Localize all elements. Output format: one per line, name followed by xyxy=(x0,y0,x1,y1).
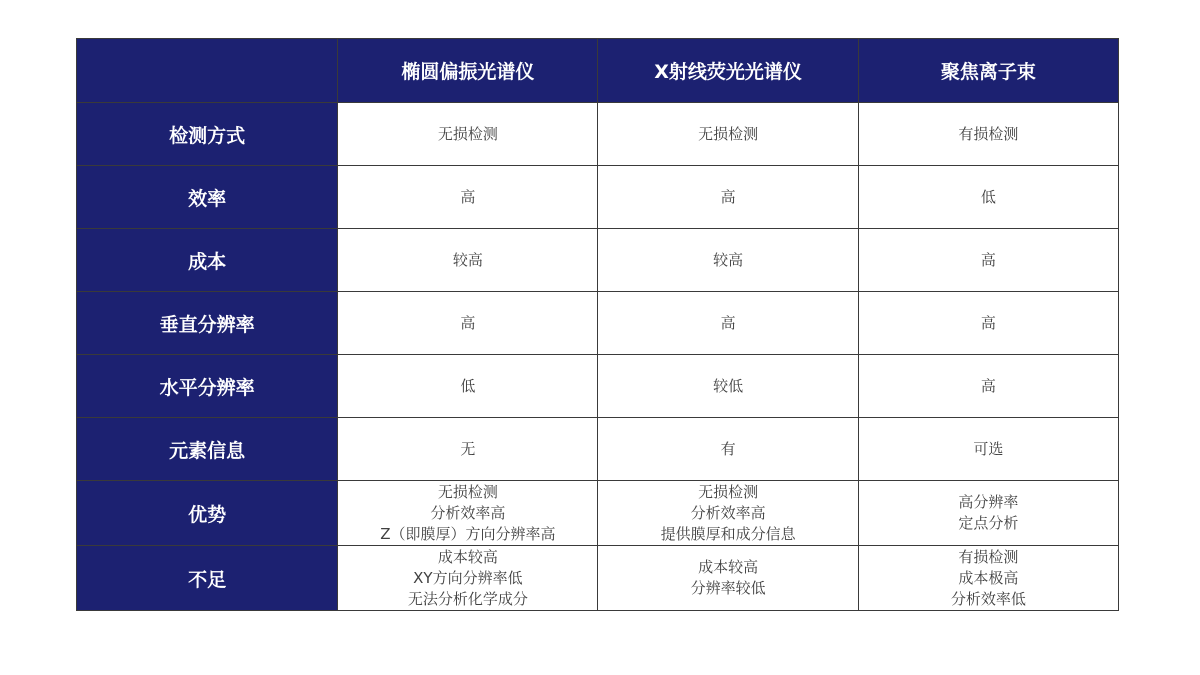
cell-ellipsometer xyxy=(338,229,598,292)
cell-text-line: 成本较高 xyxy=(698,558,759,576)
cell-text-line: 提供膜厚和成分信息 xyxy=(660,524,796,543)
cell-fib xyxy=(858,355,1118,418)
row-detection-method xyxy=(77,103,1119,166)
cell-text-line: 较高 xyxy=(713,250,744,269)
cell-text-line: 分析效率高 xyxy=(430,503,506,522)
cell-ellipsometer xyxy=(338,166,598,229)
header-xrf-spectrometer: X射线荧光光谱仪 xyxy=(598,39,858,103)
row-advantages xyxy=(77,481,1119,546)
cell-text-line: 无损检测 xyxy=(698,482,759,501)
cell-fib xyxy=(858,166,1118,229)
cell-text-line: 无法分析化学成分 xyxy=(407,589,528,608)
cell-fib xyxy=(858,292,1118,355)
cell-ellipsometer xyxy=(338,481,598,546)
row-label: 水平分辨率 xyxy=(77,355,338,418)
row-label: 检测方式 xyxy=(77,103,338,166)
cell-text-line: XY方向分辨率低 xyxy=(413,568,523,587)
cell-fib xyxy=(858,546,1118,611)
cell-text-line: 有损检测 xyxy=(958,547,1019,566)
cell-text-line: 高 xyxy=(720,313,736,332)
row-label: 优势 xyxy=(77,481,338,546)
cell-text-line: 分析效率低 xyxy=(950,589,1026,608)
header-row xyxy=(77,39,1119,103)
cell-text-line: 成本较高 xyxy=(437,547,498,566)
cell-fib xyxy=(858,481,1118,546)
row-label: 垂直分辨率 xyxy=(77,292,338,355)
cell-ellipsometer xyxy=(338,292,598,355)
cell-text-line: 无 xyxy=(460,439,476,458)
cell-text-line: 无损检测 xyxy=(698,124,759,143)
cell-text-line: Z（即膜厚）方向分辨率高 xyxy=(380,524,556,543)
row-label: 元素信息 xyxy=(77,418,338,481)
row-vertical-resolution xyxy=(77,292,1119,355)
cell-ellipsometer xyxy=(338,103,598,166)
cell-fib xyxy=(858,103,1118,166)
row-horizontal-resolution xyxy=(77,355,1119,418)
cell-text-line: 无损检测 xyxy=(437,482,498,501)
row-label: 不足 xyxy=(77,546,338,611)
cell-xrf xyxy=(598,546,858,611)
cell-ellipsometer xyxy=(338,418,598,481)
cell-ellipsometer xyxy=(338,355,598,418)
cell-text-line: 高 xyxy=(460,187,476,206)
cell-text-line: 有 xyxy=(720,439,736,458)
cell-text-line: 高 xyxy=(980,376,996,395)
cell-text-line: 较低 xyxy=(713,376,744,395)
cell-text-line: 低 xyxy=(980,187,996,206)
row-efficiency xyxy=(77,166,1119,229)
cell-text-line: 高 xyxy=(720,187,736,206)
table-body xyxy=(77,103,1119,611)
cell-ellipsometer xyxy=(338,546,598,611)
cell-xrf xyxy=(598,418,858,481)
cell-text-line: 有损检测 xyxy=(958,124,1019,143)
cell-text-line: 高 xyxy=(980,313,996,332)
cell-text-line: 分析效率高 xyxy=(690,503,766,522)
cell-text-line: 分辨率较低 xyxy=(690,579,766,597)
cell-text-line: 高分辨率 xyxy=(958,493,1019,511)
cell-xrf xyxy=(598,355,858,418)
cell-xrf xyxy=(598,229,858,292)
cell-xrf xyxy=(598,166,858,229)
cell-xrf xyxy=(598,481,858,546)
cell-text-line: 较高 xyxy=(452,250,483,269)
comparison-table xyxy=(76,38,1119,611)
cell-text-line: 可选 xyxy=(973,439,1004,458)
row-label: 效率 xyxy=(77,166,338,229)
row-cost xyxy=(77,229,1119,292)
header-corner-cell xyxy=(77,39,338,103)
header-focused-ion-beam: 聚焦离子束 xyxy=(858,39,1118,103)
cell-text-line: 高 xyxy=(460,313,476,332)
cell-text-line: 低 xyxy=(460,376,476,395)
cell-xrf xyxy=(598,103,858,166)
row-label: 成本 xyxy=(77,229,338,292)
cell-fib xyxy=(858,418,1118,481)
header-ellipsometer: 椭圆偏振光谱仪 xyxy=(338,39,598,103)
cell-text-line: 无损检测 xyxy=(437,124,498,143)
cell-text-line: 成本极高 xyxy=(958,568,1019,587)
cell-text-line: 定点分析 xyxy=(958,514,1019,532)
row-disadvantages xyxy=(77,546,1119,611)
cell-text-line: 高 xyxy=(980,250,996,269)
row-element-info xyxy=(77,418,1119,481)
cell-fib xyxy=(858,229,1118,292)
cell-xrf xyxy=(598,292,858,355)
